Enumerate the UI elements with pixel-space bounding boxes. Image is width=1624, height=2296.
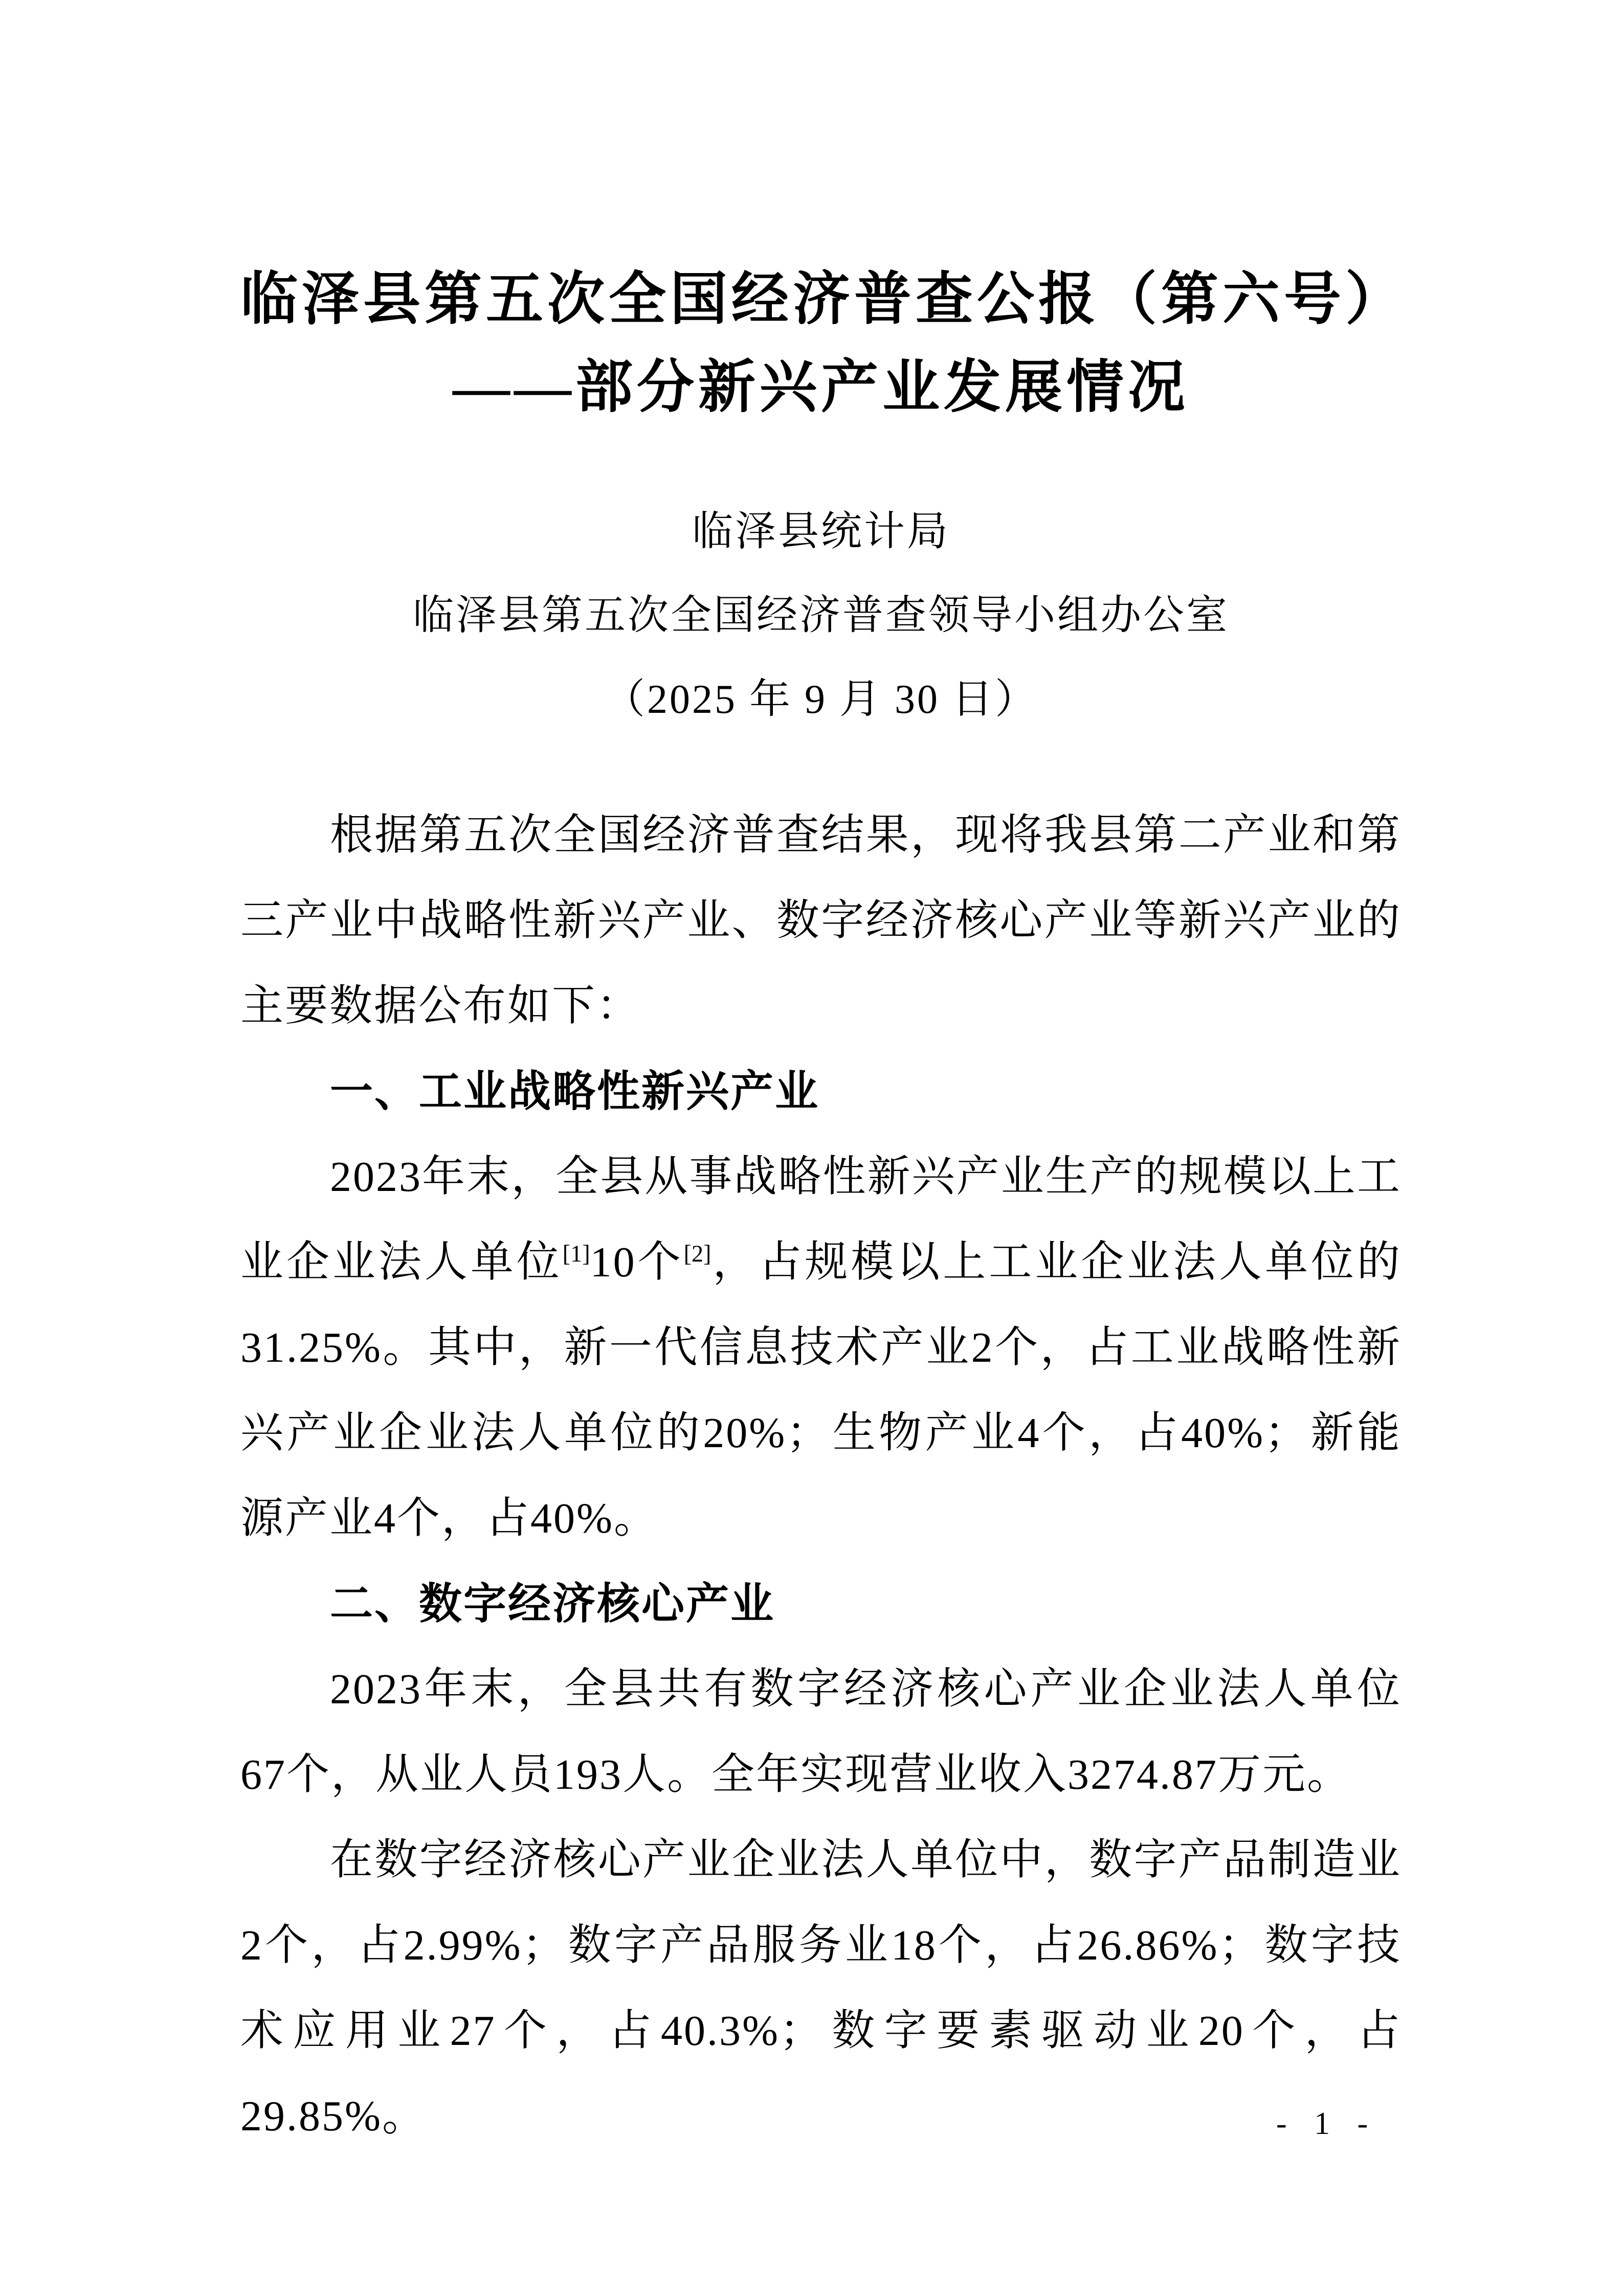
paragraph-digital-economy-breakdown: 在数字经济核心产业企业法人单位中，数字产品制造业2个，占2.99%；数字产品服务业18个，占26.86%；数字技术应用业27个，占40.3%；数字要素驱动业20个，占29.85%。: [240, 1836, 1401, 2140]
document-title-line-2: ——部分新兴产业发展情况: [453, 356, 1189, 419]
byline-date: （2025 年 9 月 30 日）: [604, 677, 1038, 722]
paragraph-segment: 10个: [590, 1239, 684, 1286]
footnote-ref-2: [2]: [683, 1241, 711, 1267]
footnote-ref-1: [1]: [562, 1241, 590, 1267]
section-heading-1: 一、工业战略性新兴产业: [330, 1067, 820, 1115]
paragraph-digital-economy-totals: 2023年末，全县共有数字经济核心产业企业法人单位67个，从业人员193人。全年实现营业收入3274.87万元。: [240, 1665, 1401, 1798]
byline-agency-1: 临泽县统计局: [692, 509, 950, 554]
page-number: - 1 -: [1276, 2106, 1371, 2141]
document-body: [240, 793, 1401, 2159]
paragraph-segment: 2023年末，全县从事战略性新兴产业生产的规模以上工业企业法人单位: [240, 1153, 1401, 1286]
document-title-line-1: 临泽县第五次全国经济普查公报（第六号）: [240, 268, 1407, 331]
document-title: [240, 256, 1407, 432]
byline-block: [240, 490, 1401, 741]
section-heading-2: 二、数字经济核心产业: [330, 1580, 775, 1628]
paragraph-segment: ，占规模以上工业企业法人单位的31.25%。其中，新一代信息技术产业2个，占工业战略性新兴产业企业法人单位的20%；生物产业4个，占40%；新能源产业4个，占40%。: [240, 1239, 1401, 1542]
byline-agency-2: 临泽县第五次全国经济普查领导小组办公室: [413, 593, 1229, 638]
paragraph-intro: 根据第五次全国经济普查结果，现将我县第二产业和第三产业中战略性新兴产业、数字经济核心产业等新兴产业的主要数据公布如下：: [240, 812, 1401, 1030]
paragraph-industrial-strategic: [240, 1134, 1401, 1561]
